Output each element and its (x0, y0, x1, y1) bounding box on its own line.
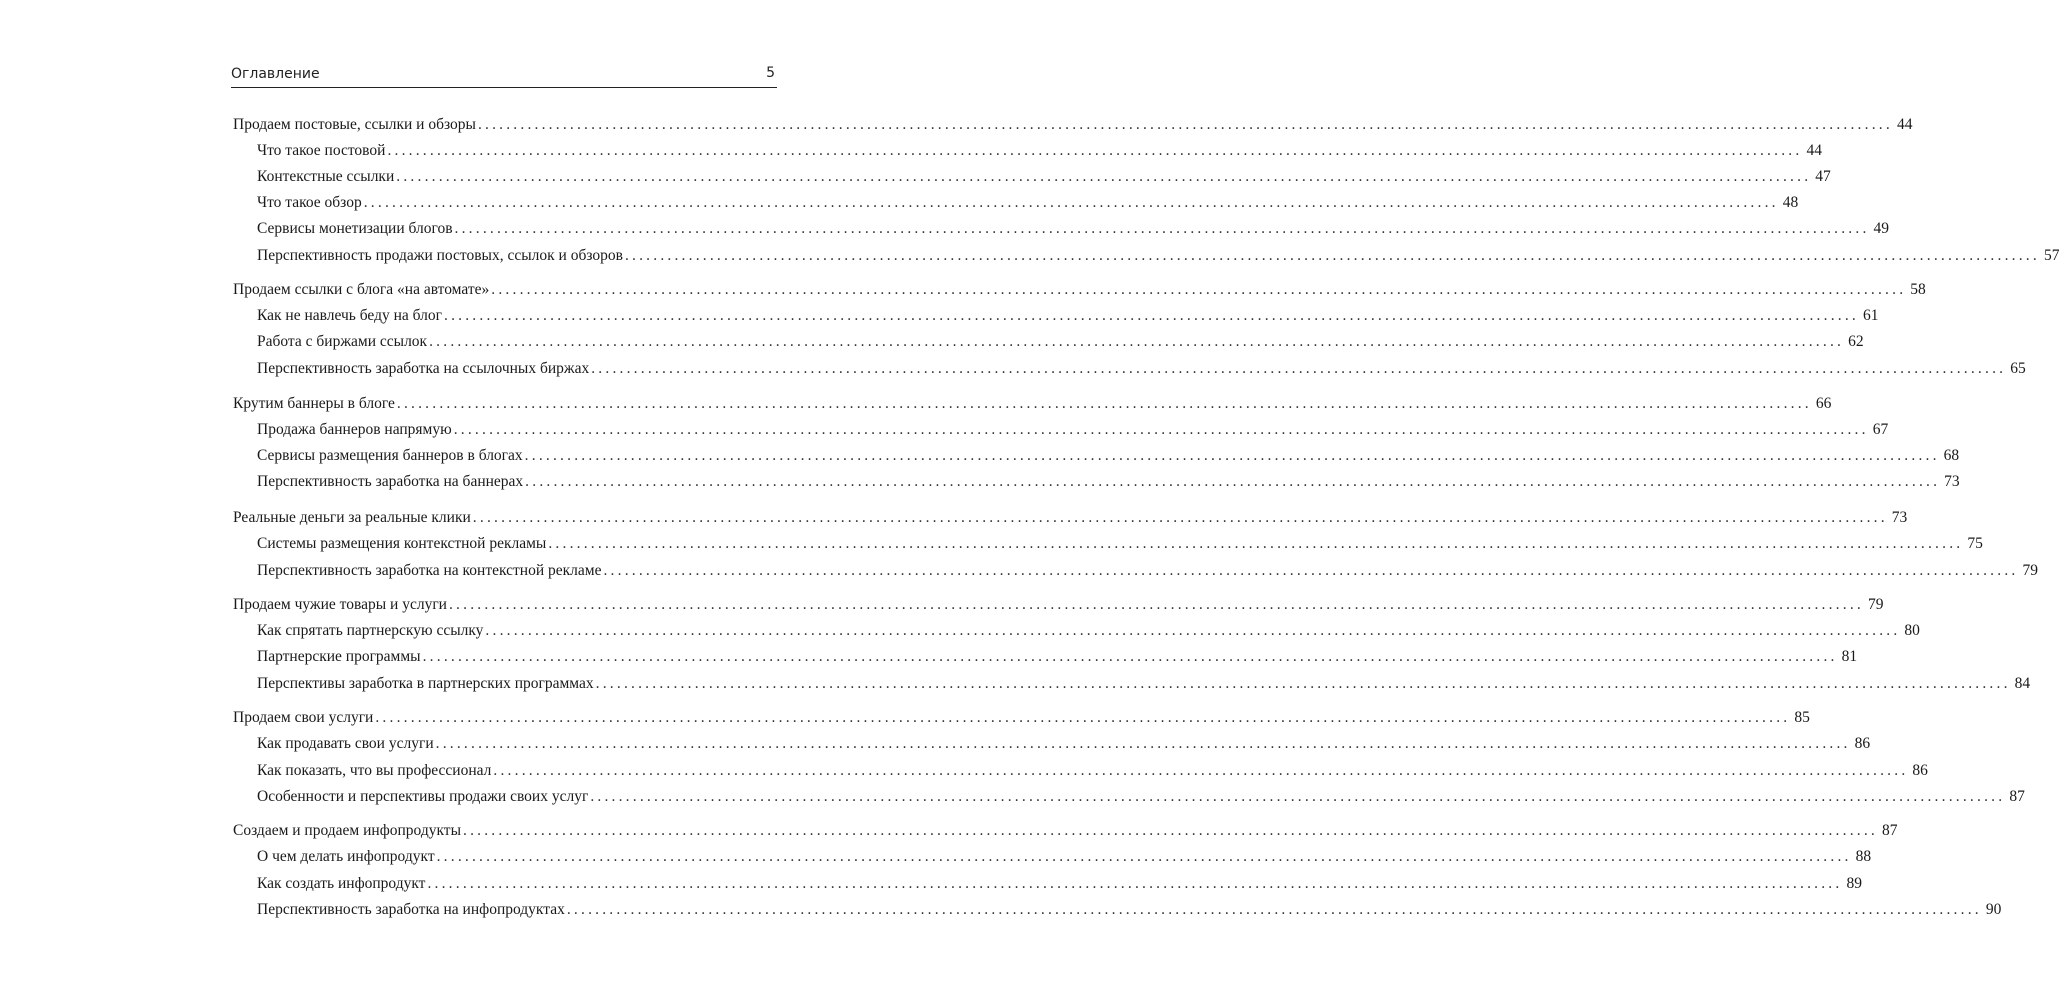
toc-entry-title: Перспективность продажи постовых, ссылок и обзоров (257, 247, 623, 264)
toc-entry-title: Как показать, что вы профессионал (257, 762, 492, 779)
toc-entry-page: 61 (1863, 307, 1879, 324)
toc-entry-title: Партнерские программы (257, 648, 421, 665)
dot-leader: ........................................................................................................................................................................................................ (387, 142, 1803, 159)
toc-section (257, 219, 1890, 239)
toc-entry-page: 73 (1891, 509, 1908, 526)
toc-entry-page: 90 (1985, 901, 2002, 918)
toc-entry-page: 80 (1904, 622, 1920, 639)
dot-leader: ........................................................................................................................................................................................................ (590, 788, 2006, 805)
toc-section (257, 306, 1879, 326)
toc-section (257, 874, 1862, 894)
dot-leader: ........................................................................................................................................................................................................ (463, 822, 1878, 839)
dot-leader: ........................................................................................................................................................................................................ (548, 535, 1964, 552)
toc-section (257, 446, 1960, 466)
toc-entry-title: Как не навлечь беду на блог (257, 307, 442, 324)
dot-leader: ........................................................................................................................................................................................................ (363, 194, 1779, 211)
toc-entry-title: Особенности и перспективы продажи своих услуг (257, 788, 589, 805)
dot-leader: ........................................................................................................................................................................................................ (624, 247, 2040, 264)
page-number: 5 (766, 65, 775, 81)
dot-leader: ........................................................................................................................................................................................................ (427, 875, 1843, 892)
toc-entry-page: 84 (2014, 675, 2031, 692)
toc-entry-title: Перспективность заработка на инфопродуктах (257, 901, 565, 918)
toc-chapter (233, 708, 1810, 728)
toc-section (257, 167, 1831, 187)
toc-chapter (233, 115, 1913, 135)
toc-section (257, 193, 1799, 213)
toc-entry-title: Сервисы монетизации блогов (257, 220, 453, 237)
toc-entry-page: 88 (1855, 848, 1872, 865)
dot-leader: ........................................................................................................................................................................................................ (429, 333, 1845, 350)
dot-leader: ........................................................................................................................................................................................................ (422, 648, 1838, 665)
dot-leader: ........................................................................................................................................................................................................ (435, 735, 1851, 752)
toc-entry-title: Как продавать свои услуги (257, 735, 434, 752)
toc-entry-page: 79 (2022, 562, 2038, 579)
toc-section (257, 900, 2002, 920)
toc-chapter (233, 280, 1926, 300)
toc-chapter (233, 394, 1832, 414)
toc-entry-title: Перспективность заработка на баннерах (257, 473, 524, 490)
dot-leader: ........................................................................................................................................................................................................ (603, 562, 2019, 579)
toc-entry-page: 81 (1841, 648, 1858, 665)
toc-entry-page: 65 (2010, 360, 2026, 377)
toc-section (257, 420, 1889, 440)
toc-section (257, 534, 1983, 554)
toc-entry-page: 73 (1944, 473, 1960, 490)
toc-entry-title: Реальные деньги за реальные клики (233, 509, 471, 526)
toc-section (257, 561, 2038, 581)
toc-entry-title: Продаем свои услуги (233, 709, 374, 726)
dot-leader: ........................................................................................................................................................................................................ (453, 421, 1869, 438)
toc-entry-page: 79 (1867, 596, 1884, 613)
toc-entry-title: Что такое обзор (257, 194, 362, 211)
toc-entry-title: Что такое постовой (257, 142, 386, 159)
dot-leader: ........................................................................................................................................................................................................ (525, 473, 1941, 490)
toc-entry-page: 75 (1967, 535, 1983, 552)
toc-entry-page: 44 (1806, 142, 1822, 159)
toc-entry-page: 67 (1872, 421, 1889, 438)
toc-entry-page: 47 (1815, 168, 1831, 185)
dot-leader: ........................................................................................................................................................................................................ (491, 281, 1907, 298)
toc-section (257, 246, 2059, 266)
dot-leader: ........................................................................................................................................................................................................ (524, 447, 1940, 464)
toc-entry-page: 85 (1794, 709, 1810, 726)
running-head (231, 62, 777, 86)
toc-section (257, 847, 1872, 867)
toc-entry-page: 62 (1848, 333, 1864, 350)
dot-leader: ........................................................................................................................................................................................................ (566, 901, 1982, 918)
toc-entry-title: Продаем постовые, ссылки и обзоры (233, 116, 476, 133)
toc-section (257, 472, 1960, 492)
toc-section (257, 332, 1864, 352)
dot-leader: ........................................................................................................................................................................................................ (485, 622, 1901, 639)
dot-leader: ........................................................................................................................................................................................................ (396, 395, 1812, 412)
toc-chapter (233, 595, 1884, 615)
toc-entry-page: 87 (1882, 822, 1898, 839)
toc-entry-title: О чем делать инфопродукт (257, 848, 435, 865)
toc-entry-page: 48 (1782, 194, 1799, 211)
toc-section (257, 647, 1858, 667)
toc-entry-page: 87 (2009, 788, 2025, 805)
header-rule (231, 87, 777, 88)
toc-entry-title: Контекстные ссылки (257, 168, 395, 185)
dot-leader: ........................................................................................................................................................................................................ (472, 509, 1888, 526)
dot-leader: ........................................................................................................................................................................................................ (396, 168, 1812, 185)
toc-entry-page: 86 (1912, 762, 1928, 779)
toc-entry-title: Перспективы заработка в партнерских программах (257, 675, 594, 692)
toc-entry-title: Перспективность заработка на ссылочных биржах (257, 360, 590, 377)
toc-section (257, 141, 1822, 161)
toc-entry-title: Продаем ссылки с блога «на автомате» (233, 281, 490, 298)
running-head-title: Оглавление (231, 66, 320, 82)
toc-entry-title: Продажа баннеров напрямую (257, 421, 452, 438)
toc-section (257, 734, 1871, 754)
toc-chapter (233, 508, 1908, 528)
toc-section (257, 621, 1920, 641)
dot-leader: ........................................................................................................................................................................................................ (448, 596, 1864, 613)
toc-entry-title: Создаем и продаем инфопродукты (233, 822, 461, 839)
toc-entry-title: Крутим баннеры в блоге (233, 395, 395, 412)
toc-entry-title: Сервисы размещения баннеров в блогах (257, 447, 523, 464)
toc-entry-title: Как спрятать партнерскую ссылку (257, 622, 484, 639)
toc-entry-title: Как создать инфопродукт (257, 875, 426, 892)
toc-entry-page: 57 (2043, 247, 2059, 264)
toc-entry-page: 58 (1910, 281, 1926, 298)
toc-entry-page: 44 (1896, 116, 1913, 133)
dot-leader: ........................................................................................................................................................................................................ (454, 220, 1870, 237)
toc-entry-title: Работа с биржами ссылок (257, 333, 428, 350)
toc-entry-page: 68 (1943, 447, 1960, 464)
toc-chapter (233, 821, 1898, 841)
toc-entry-page: 89 (1846, 875, 1862, 892)
dot-leader: ........................................................................................................................................................................................................ (493, 762, 1909, 779)
toc-section (257, 761, 1928, 781)
toc-entry-title: Перспективность заработка на контекстной рекламе (257, 562, 602, 579)
dot-leader: ........................................................................................................................................................................................................ (375, 709, 1791, 726)
toc-entry-page: 49 (1873, 220, 1890, 237)
toc-section (257, 674, 2031, 694)
dot-leader: ........................................................................................................................................................................................................ (595, 675, 2011, 692)
toc-entry-title: Системы размещения контекстной рекламы (257, 535, 547, 552)
toc-entry-title: Продаем чужие товары и услуги (233, 596, 447, 613)
dot-leader: ........................................................................................................................................................................................................ (591, 360, 2007, 377)
toc-entry-page: 66 (1815, 395, 1832, 412)
dot-leader: ........................................................................................................................................................................................................ (477, 116, 1893, 133)
dot-leader: ........................................................................................................................................................................................................ (436, 848, 1852, 865)
dot-leader: ........................................................................................................................................................................................................ (444, 307, 1859, 324)
toc-entry-page: 86 (1854, 735, 1871, 752)
toc-section (257, 787, 2025, 807)
toc-section (257, 359, 2026, 379)
